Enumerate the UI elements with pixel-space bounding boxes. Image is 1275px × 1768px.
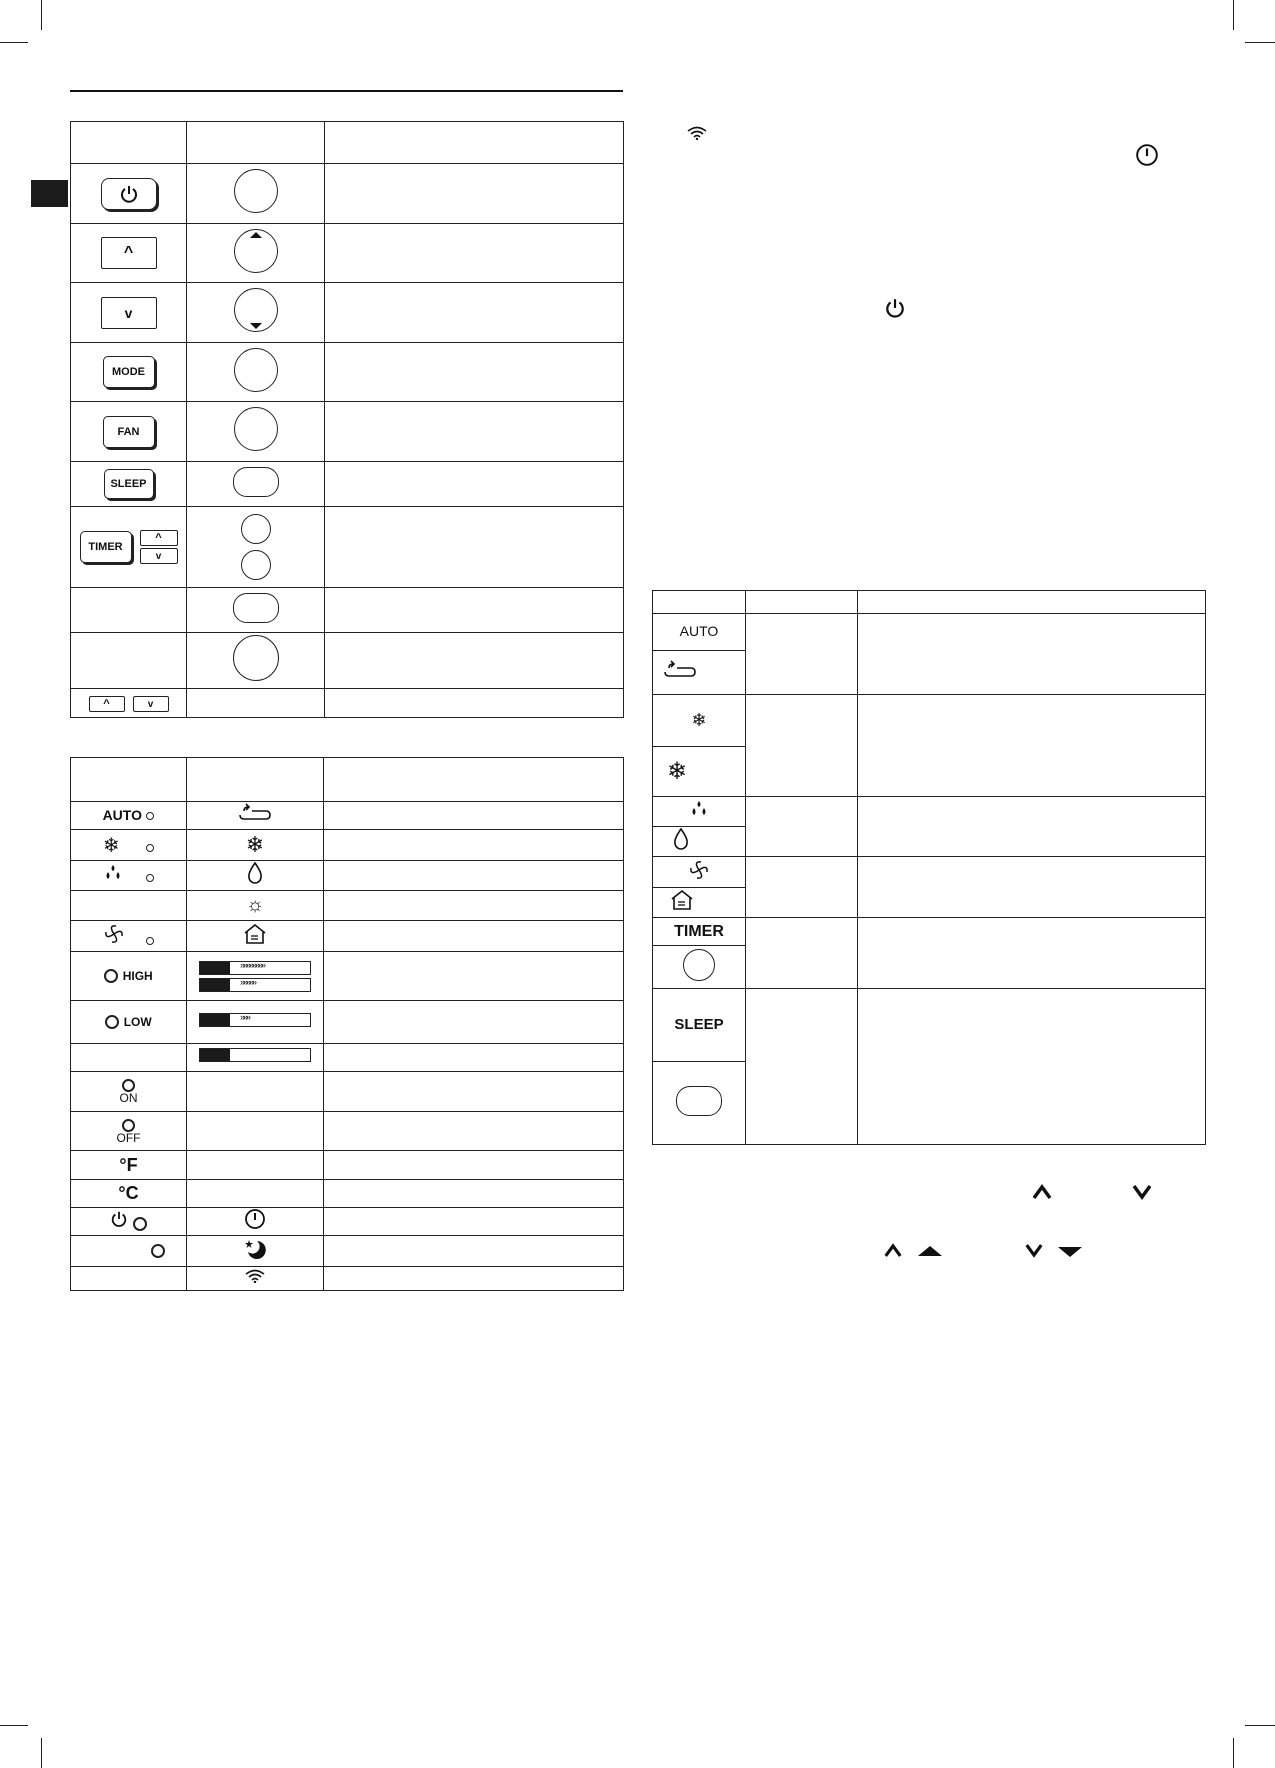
header-cell xyxy=(187,122,325,164)
description-cell xyxy=(324,1151,624,1180)
auto-mode-label: AUTO xyxy=(679,623,719,639)
snowflake-icon: ❄ xyxy=(667,758,688,785)
sleep-button[interactable]: SLEEP xyxy=(104,469,154,499)
snowflake-icon: ❄ xyxy=(691,710,707,730)
chevron-down-icon xyxy=(1131,1184,1153,1200)
indicator-light xyxy=(146,937,154,945)
unit-round-button[interactable] xyxy=(233,635,279,681)
house-wind-icon xyxy=(669,889,695,911)
description-cell xyxy=(324,1044,624,1072)
description-cell xyxy=(325,588,624,633)
power-circle-icon xyxy=(244,1208,266,1230)
empty-cell xyxy=(746,695,858,797)
header-rule xyxy=(70,90,623,92)
header-cell xyxy=(187,758,324,802)
description-cell xyxy=(324,1072,624,1112)
empty-cell xyxy=(746,797,858,857)
power-icon xyxy=(884,297,906,319)
fan-swirl-icon xyxy=(103,923,125,945)
description-cell xyxy=(858,797,1206,857)
fan-speed-bar-low xyxy=(199,1013,311,1027)
description-cell xyxy=(325,402,624,462)
header-cell xyxy=(858,591,1206,614)
power-circle-icon xyxy=(1135,143,1159,167)
water-drop-icon xyxy=(247,862,263,884)
description-cell xyxy=(325,689,624,718)
fan-speed-chevrons: »»»»»»»» xyxy=(240,959,265,970)
triangle-down-icon xyxy=(1057,1246,1083,1258)
unit-sleep-button[interactable] xyxy=(676,1086,722,1116)
crop-mark xyxy=(1233,1738,1234,1768)
on-indicator-label: ON xyxy=(119,1091,138,1105)
low-indicator-label: LOW xyxy=(123,1015,152,1029)
down-button[interactable]: v xyxy=(101,297,157,329)
auto-indicator-label: AUTO xyxy=(102,806,142,823)
description-cell xyxy=(324,891,624,921)
triangle-up-icon xyxy=(917,1245,943,1257)
description-cell xyxy=(325,633,624,689)
empty-cell xyxy=(746,614,858,695)
description-cell xyxy=(324,830,624,861)
auto-cycle-icon xyxy=(663,660,697,680)
power-button[interactable] xyxy=(101,178,157,210)
empty-cell xyxy=(71,1044,187,1072)
indicator-light xyxy=(122,1119,135,1132)
unit-timer-up-button[interactable] xyxy=(241,514,271,544)
triangle-down-icon xyxy=(249,322,263,330)
empty-cell xyxy=(71,891,187,921)
indicator-light xyxy=(146,812,154,820)
crop-mark xyxy=(41,1738,42,1768)
buttons-table xyxy=(70,121,624,718)
mode-button[interactable]: MODE xyxy=(103,356,155,388)
timer-mode-label: TIMER xyxy=(674,922,724,940)
indicator-light xyxy=(133,1217,147,1231)
empty-cell xyxy=(187,1072,324,1112)
chevron-down-icon xyxy=(1024,1243,1044,1258)
celsius-indicator: °C xyxy=(118,1183,139,1203)
language-tab xyxy=(31,180,68,207)
snowflake-icon: ❄ xyxy=(102,834,120,857)
empty-cell xyxy=(746,857,858,918)
chevron-up-icon xyxy=(883,1243,903,1258)
description-cell xyxy=(324,1112,624,1151)
description-cell xyxy=(324,952,624,1001)
small-down-button[interactable]: v xyxy=(133,696,169,712)
description-cell xyxy=(858,857,1206,918)
wifi-icon xyxy=(244,1269,266,1283)
indicator-light xyxy=(146,844,154,852)
empty-cell xyxy=(71,588,187,633)
header-cell xyxy=(325,122,624,164)
description-cell xyxy=(324,1208,624,1236)
description-cell xyxy=(325,343,624,402)
wifi-icon xyxy=(686,126,708,140)
up-button[interactable]: ^ xyxy=(101,237,157,269)
description-cell xyxy=(325,164,624,224)
description-cell xyxy=(858,695,1206,797)
high-indicator-label: HIGH xyxy=(122,969,153,983)
unit-timer-down-button[interactable] xyxy=(241,550,271,580)
dehumidify-drops-icon xyxy=(103,864,123,882)
timer-up-button[interactable]: ^ xyxy=(140,530,178,546)
sun-icon: ☼ xyxy=(245,894,265,916)
fan-swirl-icon xyxy=(688,859,710,881)
fan-speed-bar-high xyxy=(199,961,311,975)
empty-cell xyxy=(746,918,858,989)
fan-button[interactable]: FAN xyxy=(103,416,155,448)
dehumidify-drops-icon xyxy=(689,800,709,818)
header-cell xyxy=(324,758,624,802)
chevron-up-icon xyxy=(1031,1184,1053,1200)
indicator-light xyxy=(146,874,154,882)
description-cell xyxy=(324,1236,624,1267)
description-cell xyxy=(324,1001,624,1044)
fan-speed-chevrons: »»»»» xyxy=(240,976,256,987)
fahrenheit-indicator: °F xyxy=(119,1154,138,1175)
indicator-light xyxy=(104,969,118,983)
crop-mark xyxy=(0,1725,28,1726)
empty-cell xyxy=(746,989,858,1145)
empty-cell xyxy=(71,633,187,689)
unit-timer-button[interactable] xyxy=(683,949,715,981)
header-cell xyxy=(653,591,746,614)
empty-cell xyxy=(187,1112,324,1151)
description-cell xyxy=(324,802,624,830)
unit-mode-button[interactable] xyxy=(234,348,278,392)
description-cell xyxy=(325,224,624,283)
auto-cycle-icon xyxy=(238,803,272,823)
description-cell xyxy=(325,507,624,588)
indicators-table xyxy=(70,757,624,1291)
sleep-mode-label: SLEEP xyxy=(674,1016,724,1033)
crop-mark xyxy=(0,42,28,43)
unit-up-button[interactable] xyxy=(234,229,278,273)
triangle-up-icon xyxy=(249,231,263,239)
unit-power-button[interactable] xyxy=(234,169,278,213)
description-cell xyxy=(324,861,624,891)
unit-sleep-button[interactable] xyxy=(233,467,279,497)
crop-mark xyxy=(1233,0,1234,30)
header-cell xyxy=(746,591,858,614)
empty-cell xyxy=(187,1151,324,1180)
house-wind-icon xyxy=(242,923,268,945)
description-cell xyxy=(324,1180,624,1208)
indicator-light xyxy=(151,1244,165,1258)
header-cell xyxy=(71,758,187,802)
indicator-light xyxy=(105,1015,119,1029)
empty-cell xyxy=(187,1180,324,1208)
empty-cell xyxy=(71,1267,187,1291)
off-indicator-label: OFF xyxy=(116,1130,141,1145)
fan-speed-bar-min xyxy=(199,1048,311,1062)
description-cell xyxy=(858,614,1206,695)
description-cell xyxy=(325,283,624,343)
description-cell xyxy=(324,921,624,952)
mode-table xyxy=(652,590,1206,1145)
power-icon xyxy=(119,184,139,204)
unit-down-button[interactable] xyxy=(234,288,278,332)
small-up-button[interactable]: ^ xyxy=(89,696,125,712)
moon-star-icon xyxy=(243,1238,267,1260)
crop-mark xyxy=(1245,1725,1275,1726)
description-cell xyxy=(325,462,624,507)
snowflake-icon: ❄ xyxy=(245,832,265,857)
timer-down-button[interactable]: v xyxy=(140,548,178,564)
description-cell xyxy=(858,918,1206,989)
description-cell xyxy=(324,1267,624,1291)
power-icon xyxy=(110,1210,128,1228)
unit-fan-button[interactable] xyxy=(234,407,278,451)
description-cell xyxy=(858,989,1206,1145)
water-drop-icon xyxy=(673,828,689,850)
header-cell xyxy=(71,122,187,164)
fan-speed-bar-mid xyxy=(199,978,311,992)
empty-cell xyxy=(187,689,325,718)
crop-mark xyxy=(1245,42,1275,43)
fan-speed-chevrons: »»» xyxy=(240,1011,250,1022)
crop-mark xyxy=(41,0,42,30)
timer-button[interactable]: TIMER xyxy=(80,531,132,563)
unit-oval-button[interactable] xyxy=(233,593,279,623)
